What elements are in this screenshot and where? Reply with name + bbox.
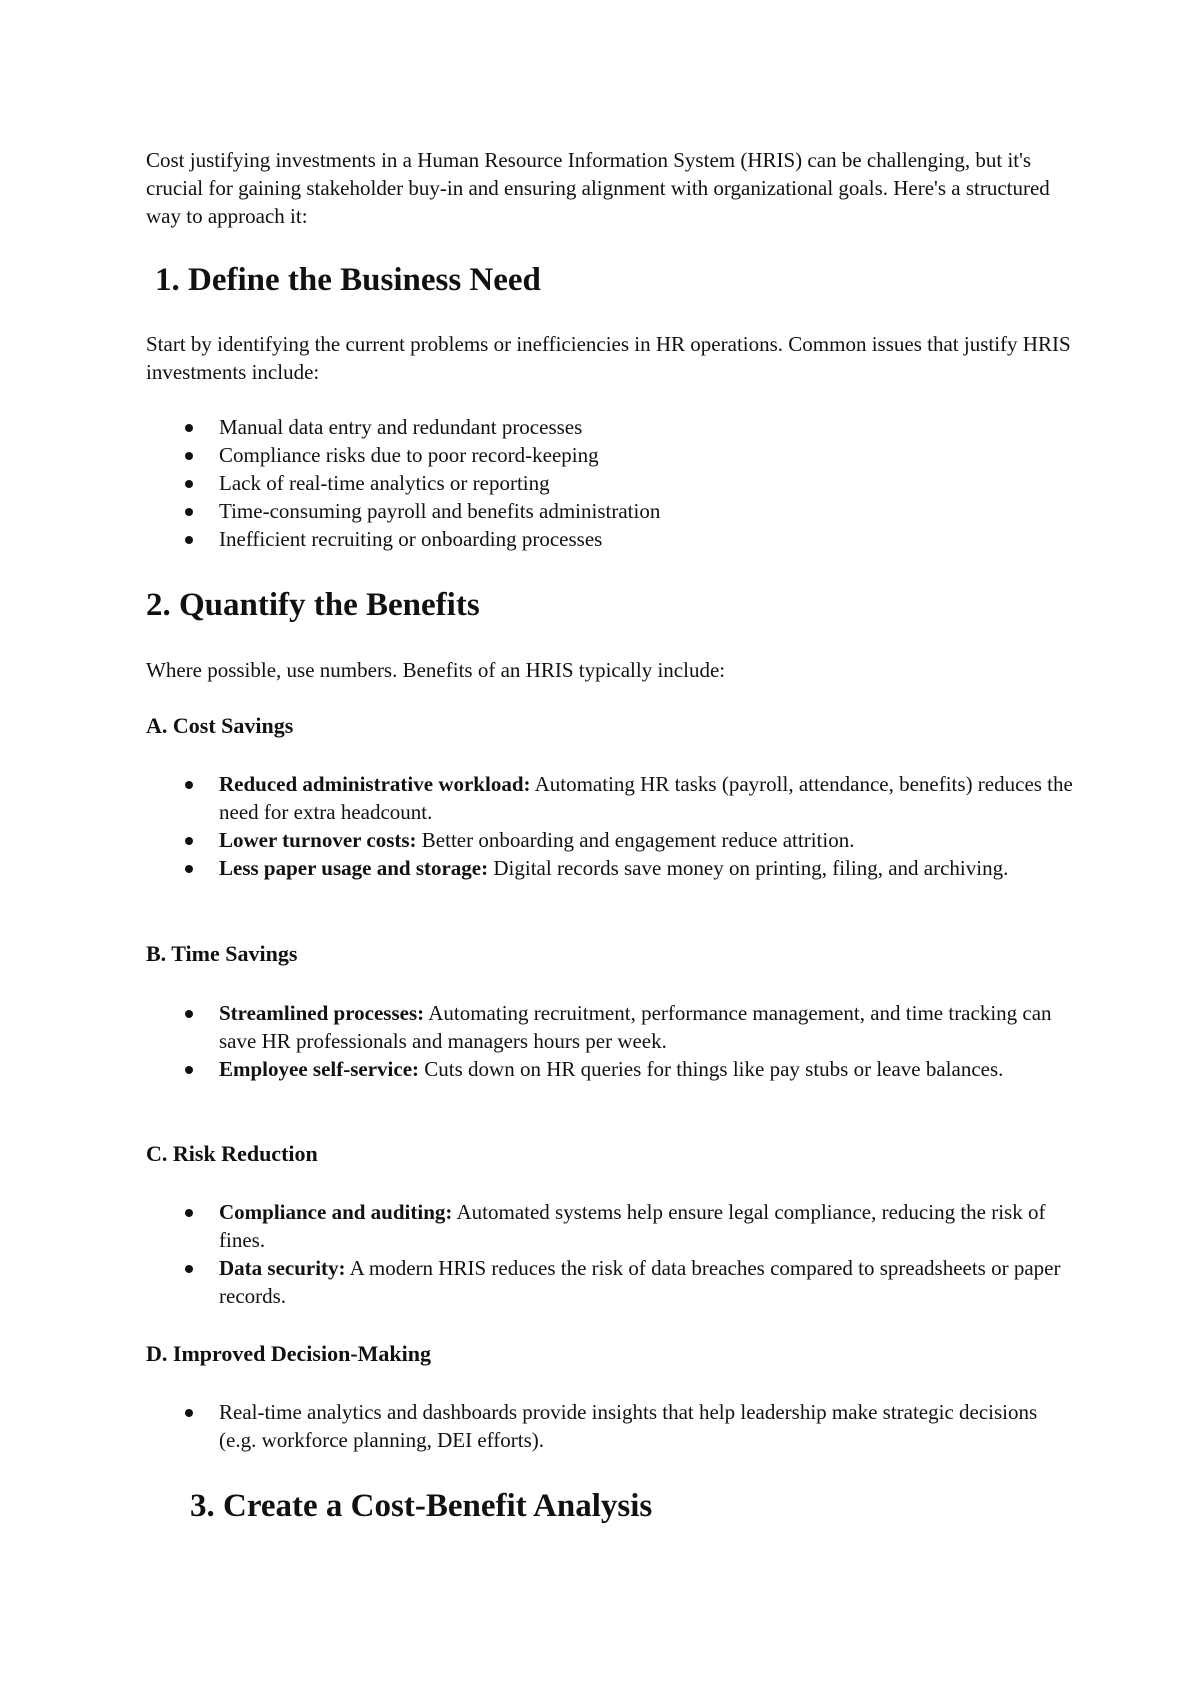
list-item: Compliance risks due to poor record-keeping [146,441,1076,469]
section-1-paragraph: Start by identifying the current problems or inefficiencies in HR operations. Common issues that justify HRIS investments include: [146,332,1071,384]
item-text: Cuts down on HR queries for things like pay stubs or leave balances. [419,1057,1004,1081]
business-need-list [146,413,1076,553]
list-item: Inefficient recruiting or onboarding processes [146,525,1076,553]
subsection-a-heading: A. Cost Savings [146,713,294,738]
risk-reduction-list [146,1198,1076,1310]
item-text: Automating HR tasks (payroll, attendance, benefits) reduces the need for extra headcount. [219,772,1073,824]
item-text: Automating recruitment, performance management, and time tracking can save HR professionals and managers hours per week. [219,1001,1052,1053]
list-item [146,1254,1076,1310]
item-term: Streamlined processes: [219,1001,425,1025]
item-term: Data security: [219,1256,346,1280]
item-term: Compliance and auditing: [219,1200,453,1224]
item-text: Better onboarding and engagement reduce attrition. [416,828,855,852]
section-2-paragraph: Where possible, use numbers. Benefits of an HRIS typically include: [146,658,726,682]
item-text: Digital records save money on printing, filing, and archiving. [488,856,1009,880]
list-item [146,826,1076,854]
list-item: Manual data entry and redundant processes [146,413,1076,441]
list-item [146,770,1076,826]
item-term: Less paper usage and storage: [219,856,489,880]
list-item: Lack of real-time analytics or reporting [146,469,1076,497]
intro-paragraph: Cost justifying investments in a Human Resource Information System (HRIS) can be challenging, but it's crucial for gaining stakeholder buy-in and ensuring alignment with organizational goals. Here's a structured way to approach it: [146,148,1050,228]
list-item [146,999,1076,1055]
list-item [146,1055,1076,1083]
list-item [146,1198,1076,1254]
item-term: Lower turnover costs: [219,828,417,852]
item-text: Automated systems help ensure legal compliance, reducing the risk of fines. [219,1200,1046,1252]
item-term: Employee self-service: [219,1057,420,1081]
list-item: Real-time analytics and dashboards provide insights that help leadership make strategic decisions (e.g. workforce planning, DEI efforts). [146,1398,1076,1454]
cost-savings-list [146,770,1076,882]
section-2-heading: 2. Quantify the Benefits [146,587,480,623]
section-3-heading: 3. Create a Cost-Benefit Analysis [190,1488,653,1524]
item-text: A modern HRIS reduces the risk of data breaches compared to spreadsheets or paper records. [219,1256,1061,1308]
decision-making-list [146,1398,1076,1454]
subsection-d-heading: D. Improved Decision-Making [146,1341,431,1366]
time-savings-list [146,999,1076,1083]
item-term: Reduced administrative workload: [219,772,531,796]
subsection-b-heading: B. Time Savings [146,941,298,966]
subsection-c-heading: C. Risk Reduction [146,1141,318,1166]
section-1-heading: 1. Define the Business Need [155,262,541,298]
list-item [146,854,1076,882]
list-item: Time-consuming payroll and benefits administration [146,497,1076,525]
